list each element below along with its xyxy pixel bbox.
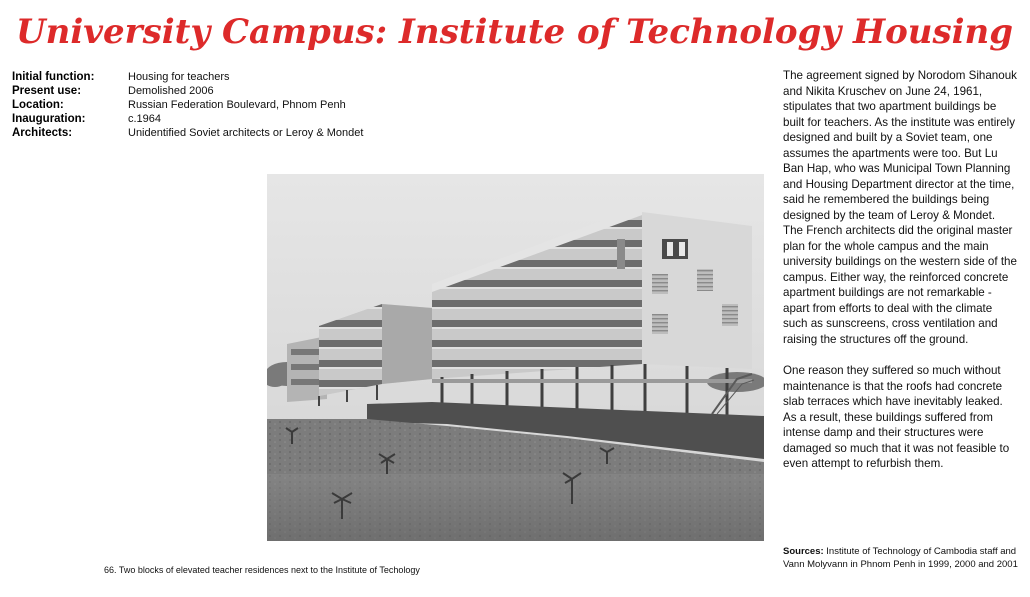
fact-label: Architects: — [12, 127, 73, 139]
fact-label: Inauguration: — [12, 113, 86, 125]
article-paragraph: The agreement signed by Norodom Sihanouk and Nikita Kruschev on June 24, 1961, stipulates that two apartment buildings be built for teachers. As the institute was entirely designed and built by a Soviet team, one assumes the apartments were too. But Lu Ban Hap, who was Municipal Town Planning and Housing Department director at the time, said he remembered the buildings being designed by the team of Leroy & Mondet. The French architects did the original master plan for the whole campus and the main university buildings on the western side of the campus. Either way, the reinforced concrete apartment buildings are not remarkable - apart from efforts to deal with the climate such as sunscreens, cross ventilation and raising the structures off the ground. — [783, 69, 1017, 346]
sources-label: Sources: — [783, 546, 824, 557]
sources-text: Institute of Technology of Cambodia staff and Vann Molyvann in Phnom Penh in 1999, 2000 and 2001 — [783, 546, 1018, 570]
fact-label: Location: — [12, 99, 64, 111]
fact-row-present-use — [12, 84, 412, 98]
sources-note — [783, 545, 1023, 571]
article-paragraph: One reason they suffered so much without maintenance is that the roofs had concrete slab terraces which have inevitably leaked. As a result, these buildings suffered from intense damp and their structures were damaged so much that it was not feasible to even attempt to refurbish them. — [783, 364, 1010, 470]
fact-row-inauguration — [12, 112, 412, 126]
fact-value: Russian Federation Boulevard, Phnom Penh — [128, 99, 346, 111]
fact-label: Present use: — [12, 85, 82, 97]
fact-value: Housing for teachers — [128, 71, 230, 83]
fact-row-location — [12, 98, 412, 112]
fact-value: Demolished 2006 — [128, 85, 214, 97]
fact-row-initial-function — [12, 70, 412, 84]
fact-value: Unidentified Soviet architects or Leroy & Mondet — [128, 127, 364, 139]
fact-value: c.1964 — [128, 113, 162, 125]
fact-label: Initial function: — [12, 71, 95, 83]
fact-row-architects — [12, 126, 412, 140]
page-title: University Campus: Institute of Technology Housing — [16, 12, 1014, 52]
building-photo — [267, 174, 764, 541]
fact-sheet — [12, 70, 412, 140]
article-body — [783, 68, 1018, 472]
photo-caption: 66. Two blocks of elevated teacher residences next to the Institute of Techology — [104, 565, 420, 575]
